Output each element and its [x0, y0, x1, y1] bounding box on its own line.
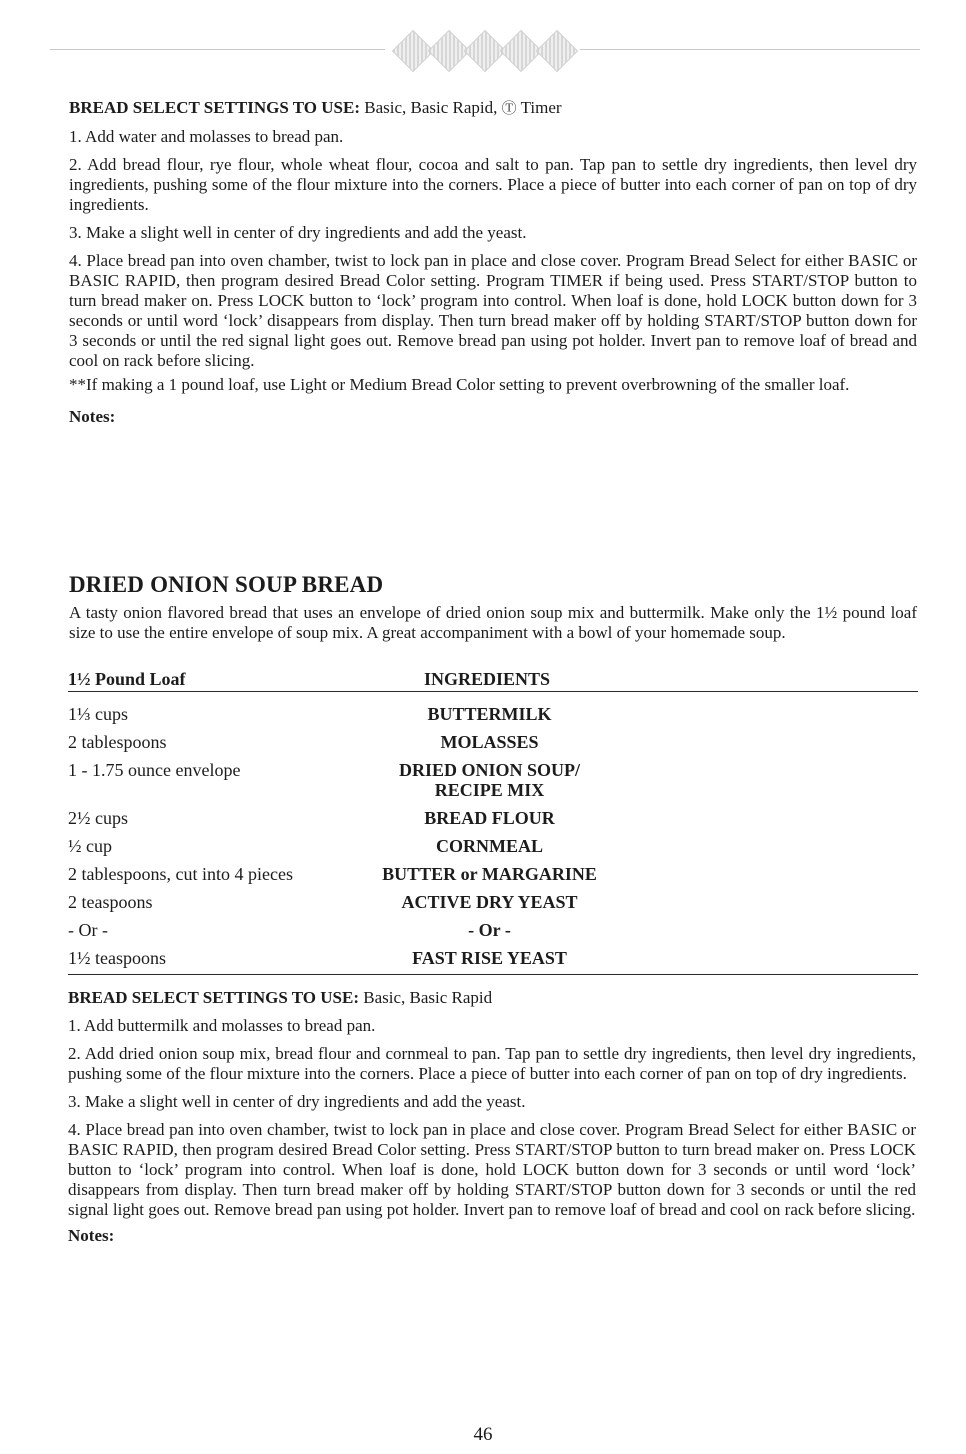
ingredient-name: MOLASSES [440, 732, 539, 752]
header-rule-right [580, 49, 920, 50]
table-header [68, 669, 918, 692]
loaf-size-header: 1½ Pound Loaf [68, 669, 186, 689]
previous-recipe-directions [69, 98, 917, 427]
settings-value: Basic, Basic Rapid [359, 988, 493, 1007]
ingredient-qty: 2 teaspoons [68, 892, 153, 912]
table-row [68, 916, 918, 944]
settings-label: BREAD SELECT SETTINGS TO USE: [68, 988, 360, 1007]
table-row [68, 888, 918, 916]
ingredient-name: BUTTERMILK [427, 704, 552, 724]
step-2: 2. Add bread flour, rye flour, whole wheat flour, cocoa and salt to pan. Tap pan to settle dry ingredients, then level dry ingredients, pushing some of the flour mixture into the corners. Place a piece of butter into each corner of pan on top of dry ingredients. [69, 155, 917, 214]
step-2: 2. Add dried onion soup mix, bread flour and cornmeal to pan. Tap pan to settle dry ingredients, then level dry ingredients, pushing some of the flour mixture into the corners. Place a piece of butter into each corner of pan on top of dry ingredients. [68, 1044, 916, 1083]
table-row [68, 700, 918, 728]
ingredient-name: ACTIVE DRY YEAST [401, 892, 578, 912]
recipe-title: DRIED ONION SOUP BREAD [69, 572, 384, 597]
page-number: 46 [473, 1424, 493, 1445]
timer-label: Timer [516, 98, 562, 117]
ingredient-qty: 2 tablespoons, cut into 4 pieces [68, 864, 293, 884]
notes-label: Notes: [69, 407, 116, 426]
ingredient-name: CORNMEAL [436, 836, 543, 856]
step-3: 3. Make a slight well in center of dry ingredients and add the yeast. [69, 223, 527, 242]
step-1: 1. Add buttermilk and molasses to bread pan. [68, 1016, 376, 1035]
table-bottom-rule [68, 974, 918, 975]
ingredient-qty: 1 - 1.75 ounce envelope [68, 760, 241, 780]
step-3: 3. Make a slight well in center of dry ingredients and add the yeast. [68, 1092, 526, 1111]
table-row [68, 944, 918, 972]
ingredient-name: BREAD FLOUR [424, 808, 555, 828]
ingredient-name: FAST RISE YEAST [412, 948, 567, 968]
ingredient-qty: - Or - [68, 920, 108, 940]
table-row [68, 756, 918, 804]
footnote: **If making a 1 pound loaf, use Light or Medium Bread Color setting to prevent overbrowning of the smaller loaf. [69, 375, 850, 394]
bread-select-settings [68, 988, 916, 1008]
ingredient-qty: 2½ cups [68, 808, 128, 828]
ingredients-header: INGREDIENTS [424, 669, 551, 689]
table-row [68, 804, 918, 832]
step-1: 1. Add water and molasses to bread pan. [69, 127, 344, 146]
header-ornament [50, 30, 920, 70]
ingredient-name: DRIED ONION SOUP/ RECIPE MIX [398, 760, 581, 800]
diamond-shape [536, 30, 578, 72]
ingredient-qty: 1⅓ cups [68, 704, 128, 724]
notes-label: Notes: [68, 1226, 115, 1245]
recipe-intro: A tasty onion flavored bread that uses an envelope of dried onion soup mix and buttermilk. Make only the 1½ pound loaf size to use the entire envelope of soup mix. A great accompaniment with a bowl of your homemade soup. [69, 603, 917, 642]
settings-value: Basic, Basic Rapid, [360, 98, 502, 117]
timer-icon: Ⓣ [501, 101, 517, 117]
recipe-intro-block [69, 603, 917, 643]
table-row [68, 832, 918, 860]
step-4: 4. Place bread pan into oven chamber, twist to lock pan in place and close cover. Program Bread Select for either BASIC or BASIC RAPID, then program desired Bread Color setting. Program TIMER if being used. Press START/STOP button to turn bread maker on. Press LOCK button to ‘lock’ program into control. When loaf is done, hold LOCK button down for 3 seconds or until word ‘lock’ disappears from display. Then turn bread maker off by holding START/STOP button down for 3 seconds or until the red signal light goes out. Remove bread pan using pot holder. Invert pan to remove loaf of bread and cool on rack before slicing. [69, 251, 917, 370]
table-row [68, 728, 918, 756]
recipe-directions [68, 988, 916, 1246]
header-rule-left [50, 49, 385, 50]
bread-select-settings [69, 98, 917, 119]
table-row [68, 860, 918, 888]
diamond-ornament [390, 30, 580, 70]
ingredients-table [68, 669, 918, 975]
step-4: 4. Place bread pan into oven chamber, twist to lock pan in place and close cover. Program Bread Select for either BASIC or BASIC RAPID, then program desired Bread Color setting. Press START/STOP button to turn bread maker on. Press LOCK button to ‘lock’ program into control. When loaf is done, hold LOCK button down for 3 seconds or until word ‘lock’ disappears from display. Then turn bread maker off by holding START/STOP button down for 3 seconds or until the red signal light goes out. Remove bread pan using pot holder. Invert pan to remove loaf of bread and cool on rack before slicing. [68, 1120, 916, 1219]
ingredient-qty: 1½ teaspoons [68, 948, 166, 968]
ingredient-qty: ½ cup [68, 836, 112, 856]
ingredient-name: BUTTER or MARGARINE [382, 864, 597, 884]
ingredient-qty: 2 tablespoons [68, 732, 167, 752]
ingredient-name: - Or - [468, 920, 511, 940]
settings-label: BREAD SELECT SETTINGS TO USE: [69, 98, 361, 117]
